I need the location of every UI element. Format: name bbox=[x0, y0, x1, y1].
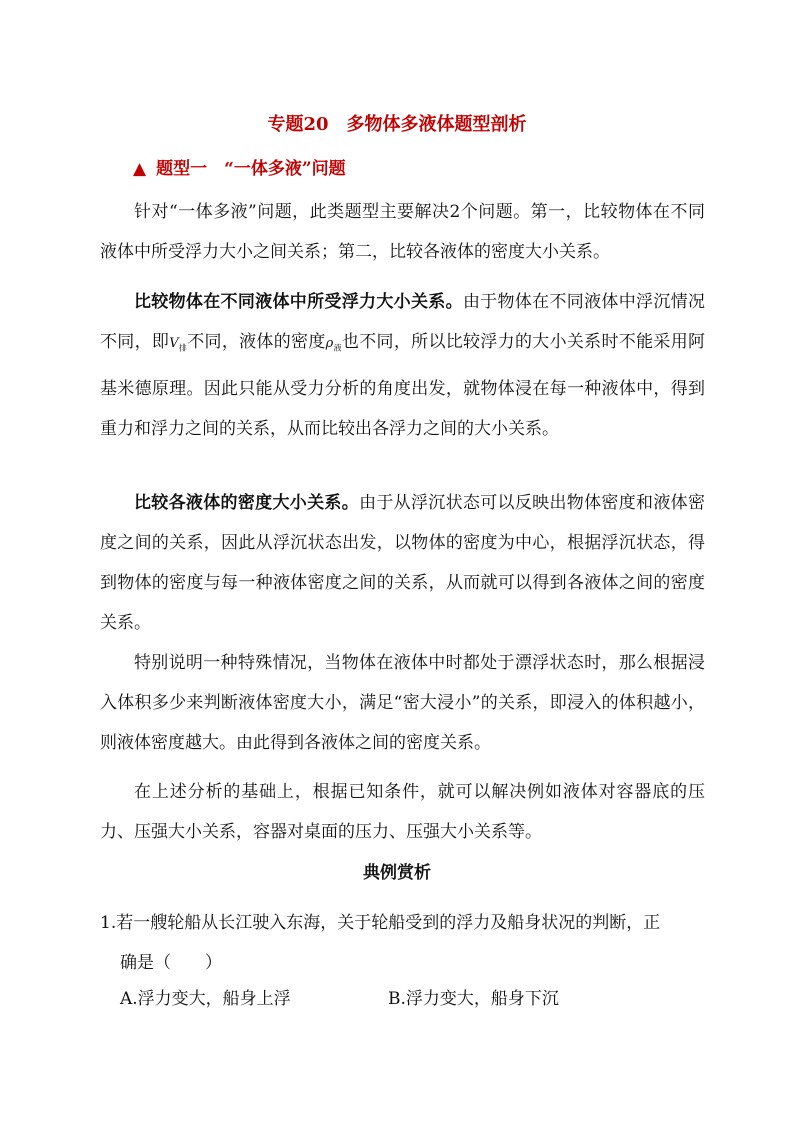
paragraph-density bbox=[100, 483, 705, 643]
volume-symbol-subscript: 排 bbox=[178, 343, 188, 353]
section-label: 题型一 “一体多液”问题 bbox=[156, 159, 346, 179]
paragraph-intro: 针对“一体多液”问题，此类题型主要解决2个问题。第一，比较物体在不同液体中所受浮力大小之间关系；第二，比较各液体的密度大小关系。 bbox=[100, 202, 705, 262]
triangle-marker-icon: ▲ bbox=[133, 159, 147, 179]
density-symbol-letter: ρ bbox=[325, 336, 334, 351]
question-1 bbox=[100, 903, 705, 983]
volume-symbol-letter: V bbox=[169, 336, 179, 351]
examples-heading: 典例赏析 bbox=[363, 863, 431, 883]
question-1-options bbox=[120, 987, 700, 1011]
page-title: 专题20 多物体多液体题型剖析 bbox=[267, 114, 527, 135]
paragraph-text: 也不同，所以比较浮力的大小关系时不能采用阿基米德原理。因此只能从受力分析的角度出发，就物体浸在每一种液体中，得到重力和浮力之间的关系，从而比较出各浮力之间的大小关系。 bbox=[100, 332, 706, 439]
paragraph-application: 在上述分析的基础上，根据已知条件，就可以解决例如液体对容器底的压力、压强大小关系，容器对桌面的压力、压强大小关系等。 bbox=[100, 782, 705, 842]
paragraph-special-case: 特别说明一种特殊情况，当物体在液体中时都处于漂浮状态时，那么根据浸入体积多少来判断液体密度大小，满足“密大浸小”的关系，即浸入的体积越小，则液体密度越大。由此得到各液体之间的密度关系。 bbox=[100, 653, 705, 753]
paragraph-text: 不同，液体的密度 bbox=[187, 332, 326, 352]
section-heading bbox=[133, 157, 346, 181]
option-a: A.浮力变大，船身上浮 bbox=[120, 989, 291, 1009]
paragraph-density-heading: 比较各液体的密度大小关系。 bbox=[134, 493, 360, 513]
paragraph-buoyancy-heading: 比较物体在不同液体中所受浮力大小关系。 bbox=[134, 292, 463, 312]
density-symbol-subscript: 液 bbox=[333, 343, 342, 353]
question-1-line-1: 1.若一艘轮船从长江驶入东海，关于轮船受到的浮力及船身状况的判断，正 bbox=[100, 913, 661, 933]
paragraph-text: 由于从浮沉状态可以反映出物体密度和液体密度之间的关系，因此从浮沉状态出发，以物体的密度为中心，根据浮沉状态，得到物体的密度与每一种液体密度之间的关系，从而就可以得到各液体之间的密度关系。 bbox=[100, 493, 705, 633]
paragraph-buoyancy bbox=[100, 282, 705, 449]
question-1-line-2: 确是（ ） bbox=[120, 953, 222, 973]
option-b: B.浮力变大，船身下沉 bbox=[388, 989, 559, 1009]
density-symbol bbox=[326, 336, 342, 351]
paragraph-text: 由于物体在不同液体中浮沉情况不同，即 bbox=[100, 292, 705, 352]
volume-symbol bbox=[169, 336, 187, 351]
